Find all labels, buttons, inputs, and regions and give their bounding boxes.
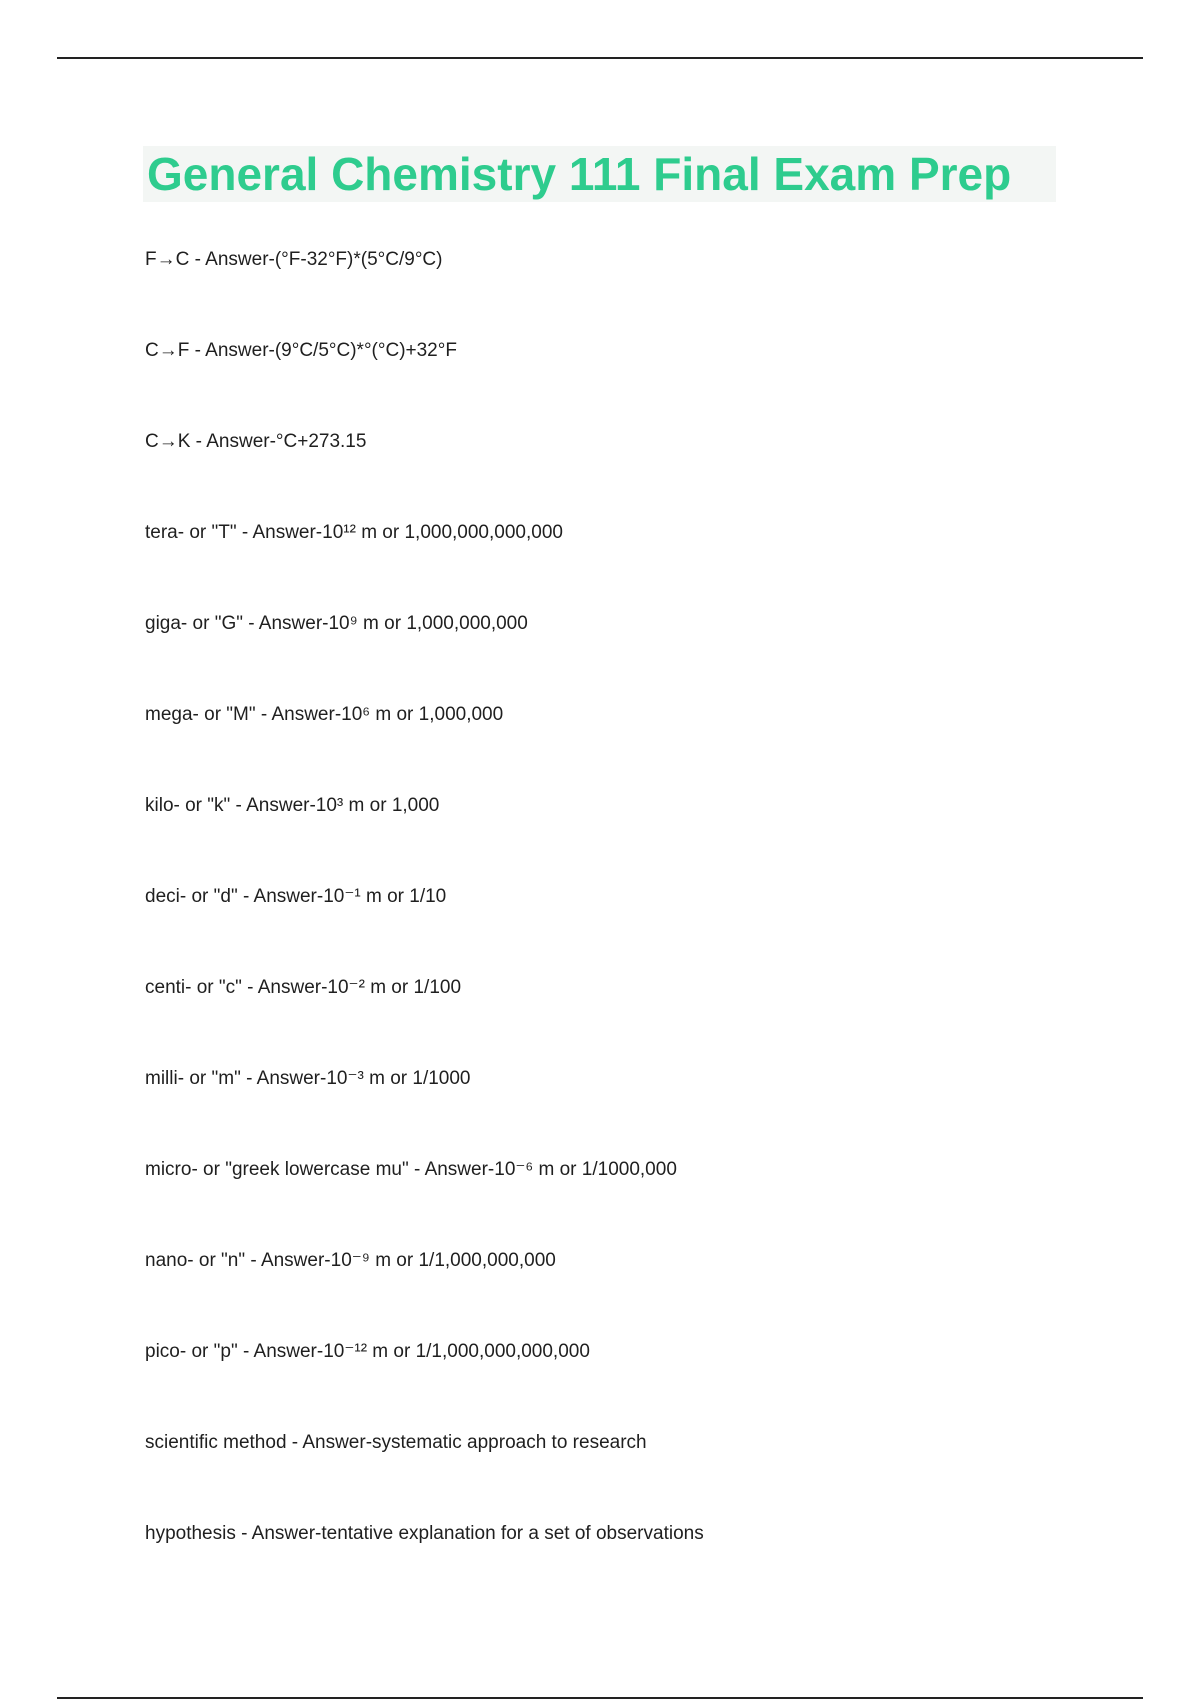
flashcard-entry: scientific method - Answer-systematic approach to research xyxy=(145,1432,647,1453)
footer-rule xyxy=(57,1697,1143,1699)
flashcard-entry: deci- or "d" - Answer-10⁻¹ m or 1/10 xyxy=(145,886,447,907)
flashcard-entry: tera- or "T" - Answer-10¹² m or 1,000,000,000,000 xyxy=(145,522,563,543)
header-rule xyxy=(57,57,1143,59)
flashcard-entry: F→C - Answer-(°F-32°F)*(5°C/9°C) xyxy=(145,249,443,270)
flashcard-entry: giga- or "G" - Answer-10⁹ m or 1,000,000,000 xyxy=(145,613,528,634)
flashcard-entry: pico- or "p" - Answer-10⁻¹² m or 1/1,000,000,000,000 xyxy=(145,1341,590,1362)
flashcard-entry: hypothesis - Answer-tentative explanation for a set of observations xyxy=(145,1523,704,1544)
title-highlight xyxy=(143,146,1056,202)
flashcard-entry: kilo- or "k" - Answer-10³ m or 1,000 xyxy=(145,795,440,816)
flashcard-entry: mega- or "M" - Answer-10⁶ m or 1,000,000 xyxy=(145,704,504,725)
flashcard-entry: milli- or "m" - Answer-10⁻³ m or 1/1000 xyxy=(145,1068,471,1089)
flashcard-entry: C→K - Answer-°C+273.15 xyxy=(145,431,367,452)
flashcard-entry: centi- or "c" - Answer-10⁻² m or 1/100 xyxy=(145,977,462,998)
flashcard-entry: C→F - Answer-(9°C/5°C)*°(°C)+32°F xyxy=(145,340,457,361)
flashcard-entry: nano- or "n" - Answer-10⁻⁹ m or 1/1,000,000,000 xyxy=(145,1250,556,1271)
flashcard-entry: micro- or "greek lowercase mu" - Answer-10⁻⁶ m or 1/1000,000 xyxy=(145,1159,677,1180)
document-title: General Chemistry 111 Final Exam Prep xyxy=(147,148,1012,200)
flashcard-list xyxy=(145,248,1125,1613)
